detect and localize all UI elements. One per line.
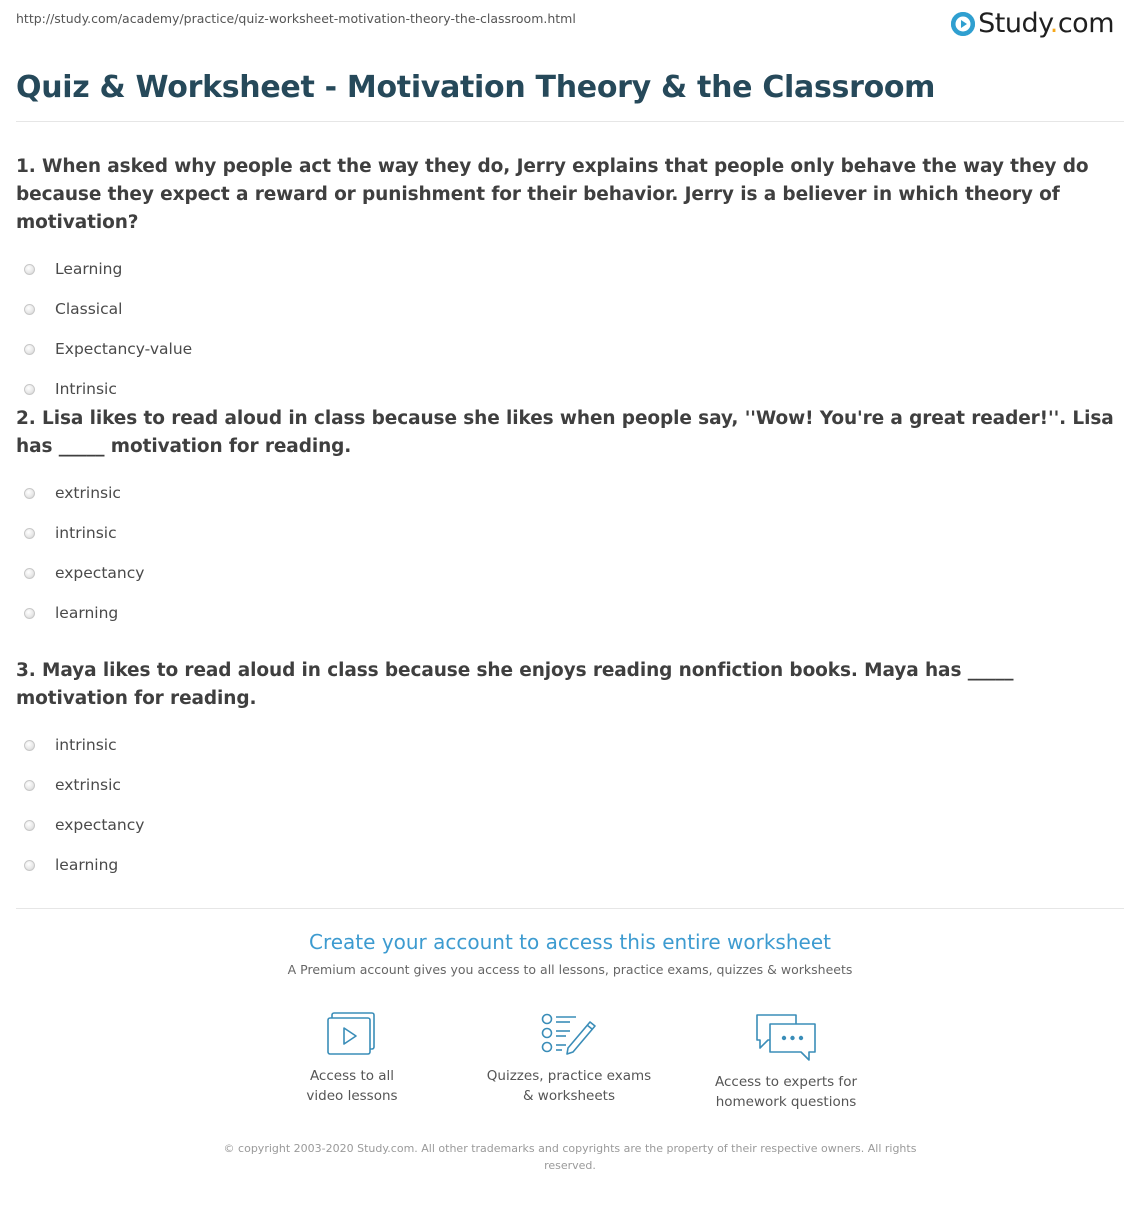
answer-option[interactable]: [16, 805, 1124, 845]
title-divider: [16, 121, 1124, 122]
answer-option[interactable]: [16, 553, 1124, 593]
radio-button[interactable]: [24, 568, 35, 579]
radio-button[interactable]: [24, 820, 35, 831]
question-text: 3. Maya likes to read aloud in class because she enjoys reading nonfiction books. Maya has _____ motivation for reading.: [16, 660, 1014, 709]
radio-button[interactable]: [24, 740, 35, 751]
radio-button[interactable]: [24, 344, 35, 355]
cta-subtitle: A Premium account gives you access to all lessons, practice exams, quizzes & worksheets: [287, 962, 853, 977]
answer-label: expectancy: [55, 564, 145, 582]
answer-label: Classical: [55, 300, 123, 318]
answer-label: intrinsic: [55, 524, 117, 542]
answer-label: extrinsic: [55, 776, 121, 794]
answer-label: extrinsic: [55, 484, 121, 502]
answer-option[interactable]: [16, 725, 1124, 765]
study-logo[interactable]: [951, 8, 1114, 39]
feature-quizzes: [479, 1012, 659, 1106]
answer-option[interactable]: [16, 845, 1124, 885]
feature-experts: [696, 1012, 876, 1112]
radio-button[interactable]: [24, 860, 35, 871]
feature-video-lessons: [262, 1012, 442, 1106]
answer-label: expectancy: [55, 816, 145, 834]
quiz-checklist-icon: [479, 1012, 659, 1056]
feature-label: Quizzes, practice exams & worksheets: [486, 1068, 652, 1104]
page-url: http://study.com/academy/practice/quiz-worksheet-motivation-theory-the-classroom.html: [16, 11, 576, 26]
answer-option[interactable]: [16, 593, 1124, 633]
answer-options: [16, 249, 1124, 409]
answer-label: Intrinsic: [55, 380, 117, 398]
answer-option[interactable]: [16, 249, 1124, 289]
chat-bubbles-icon: [696, 1012, 876, 1062]
copyright-footer: © copyright 2003-2020 Study.com. All other trademarks and copyrights are the property of their respective owners. All rights reserved.: [223, 1142, 917, 1172]
answer-options: [16, 473, 1124, 633]
answer-option[interactable]: [16, 513, 1124, 553]
answer-options: [16, 725, 1124, 885]
radio-button[interactable]: [24, 304, 35, 315]
video-lesson-icon: [262, 1012, 442, 1056]
radio-button[interactable]: [24, 780, 35, 791]
radio-button[interactable]: [24, 608, 35, 619]
answer-option[interactable]: [16, 473, 1124, 513]
question-text: 2. Lisa likes to read aloud in class because she likes when people say, ''Wow! You're a great reader!''. Lisa has _____ motivation for reading.: [16, 408, 1114, 457]
answer-option[interactable]: [16, 369, 1124, 409]
question-text: 1. When asked why people act the way they do, Jerry explains that people only behave the way they do because they expect a reward or punishment for their behavior. Jerry is a believer in which theory of motivation?: [16, 156, 1089, 233]
question-2: [16, 405, 1124, 633]
answer-label: intrinsic: [55, 736, 117, 754]
feature-label: Access to all video lessons: [306, 1068, 398, 1104]
answer-option[interactable]: [16, 329, 1124, 369]
create-account-link[interactable]: Create your account to access this entire worksheet: [309, 930, 831, 954]
feature-label: Access to experts for homework questions: [714, 1074, 857, 1110]
question-3: [16, 657, 1124, 885]
logo-wordmark: Study.com: [978, 8, 1114, 39]
answer-option[interactable]: [16, 765, 1124, 805]
page-title: Quiz & Worksheet - Motivation Theory & the Classroom: [16, 70, 936, 105]
answer-option[interactable]: [16, 289, 1124, 329]
answer-label: learning: [55, 604, 119, 622]
radio-button[interactable]: [24, 264, 35, 275]
radio-button[interactable]: [24, 488, 35, 499]
signup-cta: [0, 930, 1140, 977]
question-1: [16, 153, 1124, 409]
answer-label: Expectancy-value: [55, 340, 193, 358]
answer-label: Learning: [55, 260, 123, 278]
answer-label: learning: [55, 856, 119, 874]
play-logo-icon: [951, 12, 975, 36]
radio-button[interactable]: [24, 528, 35, 539]
cta-divider: [16, 908, 1124, 909]
radio-button[interactable]: [24, 384, 35, 395]
